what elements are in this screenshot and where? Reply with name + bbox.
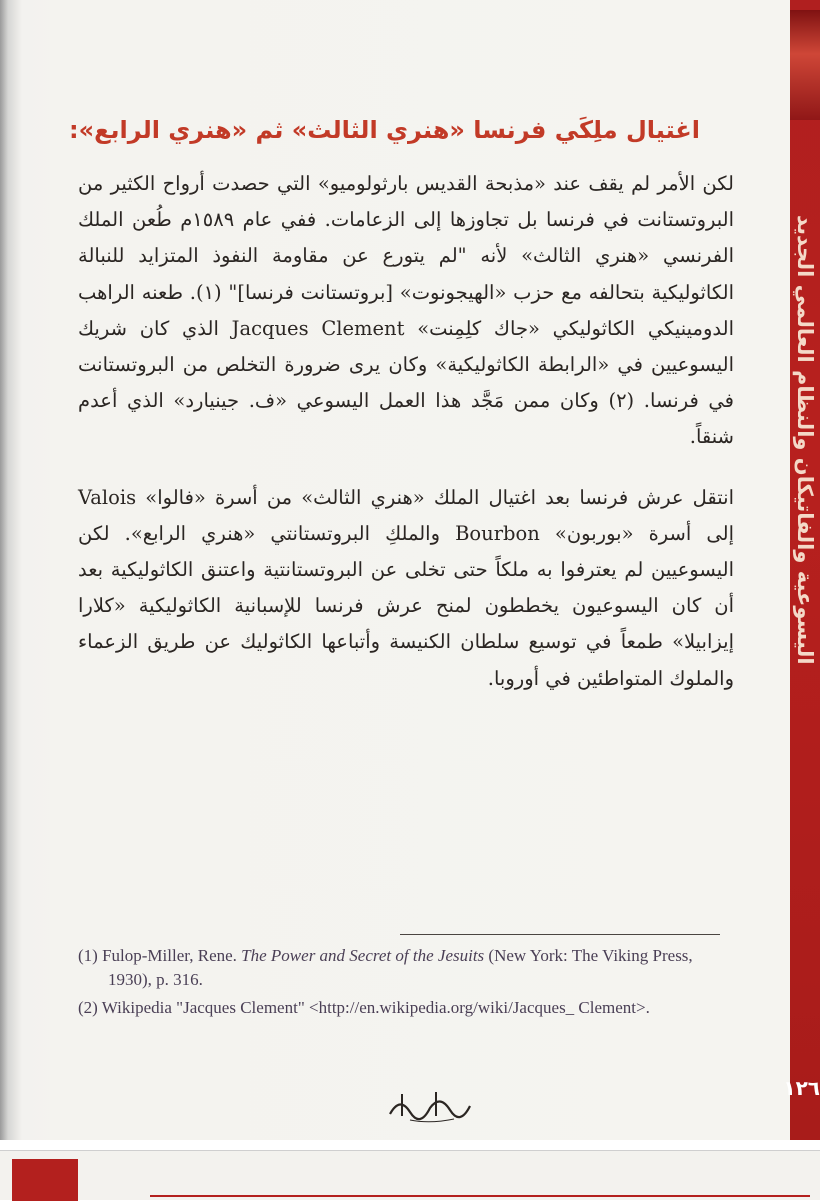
- footnote-book-title: The Power and Secret of the Jesuits: [241, 946, 485, 965]
- footnotes: [78, 944, 718, 1024]
- footnote-text: Wikipedia "Jacques Clement" <http://en.wikipedia.org/wiki/Jacques_ Clement>.: [101, 998, 650, 1017]
- footnote-number: (2): [78, 998, 98, 1017]
- calligraphy-watermark-logo: [380, 1086, 480, 1126]
- footnote-publication: (New York: The Viking Press, 1930), p. 316.: [108, 946, 693, 989]
- page-number: ١٢٦: [783, 1076, 820, 1100]
- footnote-number: (1): [78, 946, 98, 965]
- footnote-divider: [400, 934, 720, 935]
- chapter-side-band: [783, 0, 820, 1140]
- next-page-red-tab: [12, 1159, 78, 1201]
- next-page-red-line: [150, 1195, 810, 1197]
- body-text: [78, 166, 734, 697]
- section-heading: اغتيال ملِكَي فرنسا «هنري الثالث» ثم «هنري الرابع»:: [69, 116, 700, 144]
- footnote-1: [78, 944, 718, 992]
- paragraph-2: انتقل عرش فرنسا بعد اغتيال الملك «هنري الثالث» من أسرة «فالوا» Valois إلى أسرة «بوربون» Bourbon والملكِ البروتستانتي «هنري الرابع». لكن اليسوعيين لم يعترفوا به ملكاً حتى تخلى عن البروتستانتية واعتنق الكاثوليكية بعد أن كان اليسوعيون يخططون لمنح عرش فرنسا للإسبانية الكاثوليكية «كلارا إيزابيلا» طمعاً في توسيع سلطان الكنيسة وأتباعها الكاثوليك عن طريق الزعماء والملوك المتواطئين في أوروبا.: [78, 485, 734, 690]
- footnote-text: Fulop-Miller, Rene.: [102, 946, 237, 965]
- paragraph-1: لكن الأمر لم يقف عند «مذبحة القديس بارثولوميو» التي حصدت أرواح الكثير من البروتستانت في فرنسا بل تجاوزها إلى الزعامات. ففي عام ١٥٨٩م طُعن الملك الفرنسي «هنري الثالث» لأنه "لم يتورع عن مقاومة النفوذ المتزايد للنبالة الكاثوليكية بتحالفه مع حزب «الهيجونوت» [بروتستانت فرنسا]" (١). طعنه الراهب الدومينيكي الكاثوليكي «جاك كلِمِنت» Jacques Clement الذي كان شريك اليسوعيين في «الرابطة الكاثوليكية» وكان يرى ضرورة التخلص من البروتستانت في فرنسا. (٢) وكان ممن مَجَّد هذا العمل اليسوعي «ف. جينيارد» الذي أعدم شنقاً.: [78, 172, 735, 449]
- page-gap: [0, 1140, 820, 1150]
- next-page-preview: [0, 1150, 820, 1200]
- dagger-ornament-icon: [790, 10, 820, 120]
- footnote-2: [78, 996, 718, 1020]
- series-title: اليسوعية والفاتيكان والنظام العالمي الجديد: [793, 215, 817, 665]
